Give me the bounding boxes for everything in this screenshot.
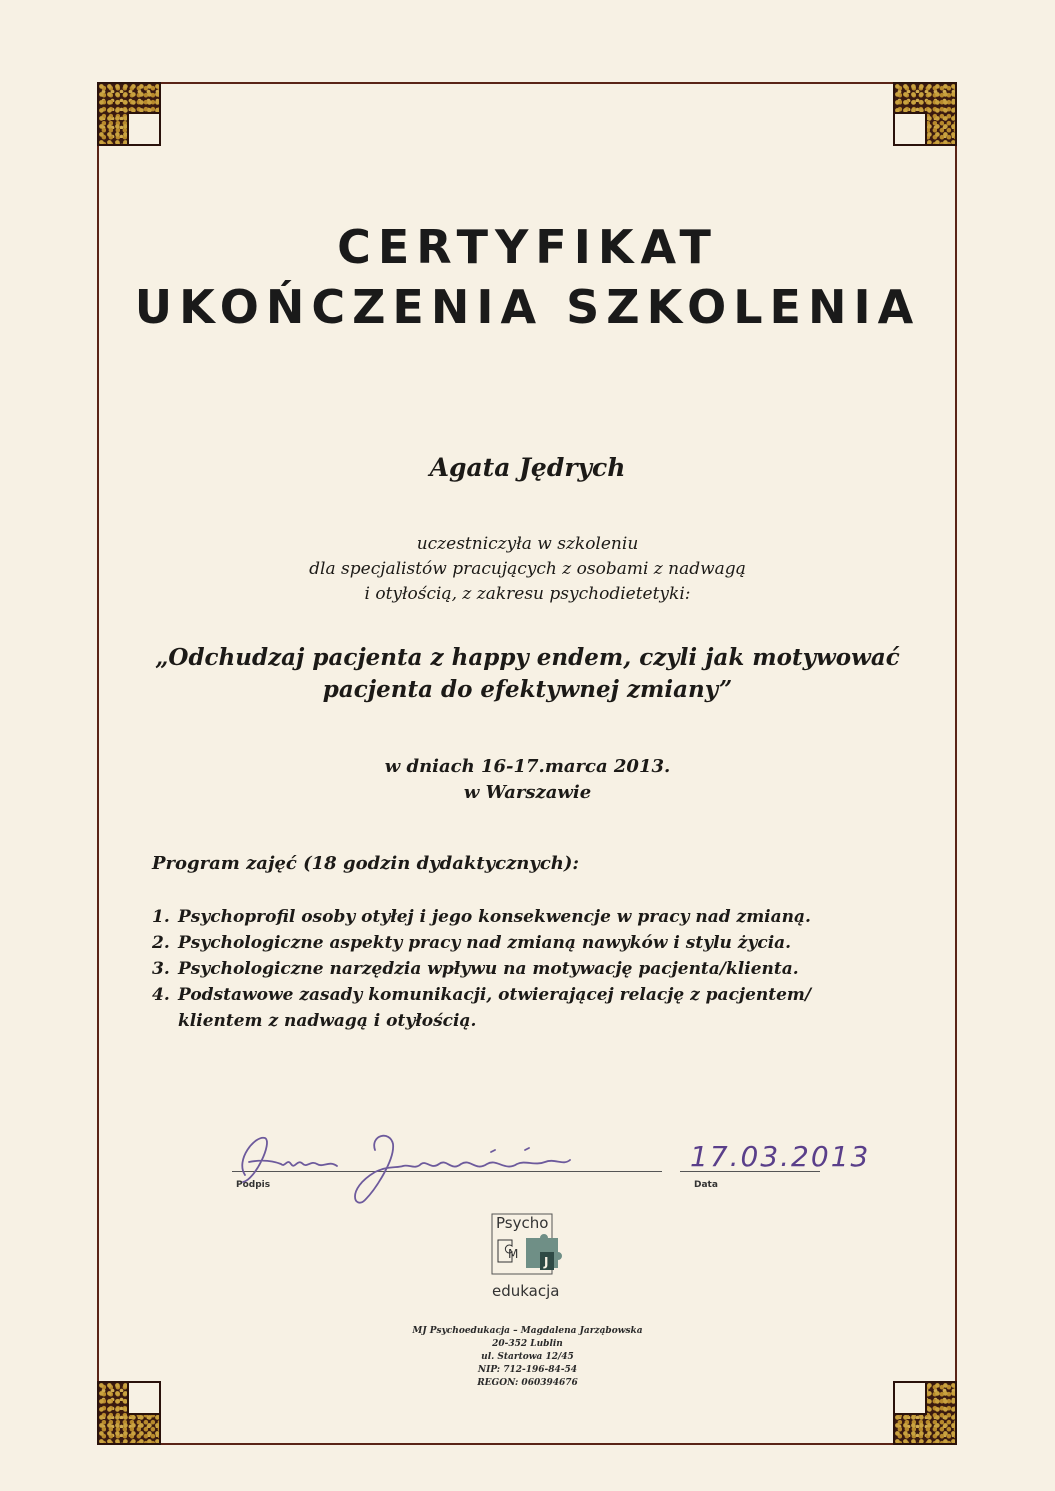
program-heading: Program zajęć (18 godzin dydaktycznych): [152,853,580,874]
svg-text:J: J [544,1255,549,1269]
list-item-number: 3. [152,959,170,979]
course-title-line: pacjenta do efektywnej zmiany” [322,676,733,703]
handwritten-signature [225,1120,585,1210]
issuer-name: MJ Psychoedukacja – Magdalena Jarząbowska [412,1326,643,1336]
list-item-text: Podstawowe zasady komunikacji, otwierającej relację z pacjentem/ klientem z nadwagą i otyłością. [178,985,812,1031]
issuer-details [0,1325,1055,1390]
list-item-text: Psychologiczne aspekty pracy nad zmianą nawyków i stylu życia. [178,933,792,953]
intro-text [0,532,1055,607]
psychoedukacja-logo [490,1212,574,1302]
intro-line: uczestniczyła w szkoleniu [416,534,639,554]
course-title-line: „Odchudzaj pacjenta z happy endem, czyli jak motywować [155,644,900,671]
issuer-regon: REGON: 060394676 [477,1378,578,1388]
program-list [152,904,912,1034]
list-item [152,982,912,1034]
corner-ornament-bottom-left [97,1381,161,1445]
issuer-street: ul. Startowa 12/45 [481,1352,574,1362]
certificate-title: CERTYFIKAT [337,220,718,274]
corner-ornament-bottom-right [893,1381,957,1445]
corner-ornament-top-right [893,82,957,146]
event-dates: w dniach 16-17.marca 2013. [384,756,671,777]
intro-line: i otyłością, z zakresu psychodietetyki: [364,584,691,604]
intro-line: dla specjalistów pracujących z osobami z nadwagą [309,559,746,579]
list-item-text: Psychologiczne narzędzia wpływu na motywację pacjenta/klienta. [178,959,799,979]
handwritten-date: 17.03.2013 [690,1140,871,1173]
certificate-subtitle: UKOŃCZENIA SZKOLENIA [134,280,921,334]
signature-label: Podpis [236,1180,271,1190]
issuer-nip: NIP: 712-196-84-54 [477,1365,578,1375]
list-item [152,930,912,956]
recipient-name: Agata Jędrych [429,453,626,482]
course-title [0,642,1055,706]
list-item-number: 2. [152,933,170,953]
logo-top-text: Psycho [496,1214,549,1232]
list-item-text: Psychoprofil osoby otyłej i jego konsekwencje w pracy nad zmianą. [178,907,811,927]
list-item-number: 4. [152,985,170,1005]
list-item-number: 1. [152,907,170,927]
date-label: Data [694,1180,718,1190]
list-item [152,956,912,982]
event-place: w Warszawie [463,782,592,803]
corner-ornament-top-left [97,82,161,146]
issuer-postcode: 20-352 Lublin [492,1339,563,1349]
list-item [152,904,912,930]
event-details [0,754,1055,806]
svg-text:M: M [508,1247,519,1261]
logo-bottom-text: edukacja [492,1282,560,1300]
